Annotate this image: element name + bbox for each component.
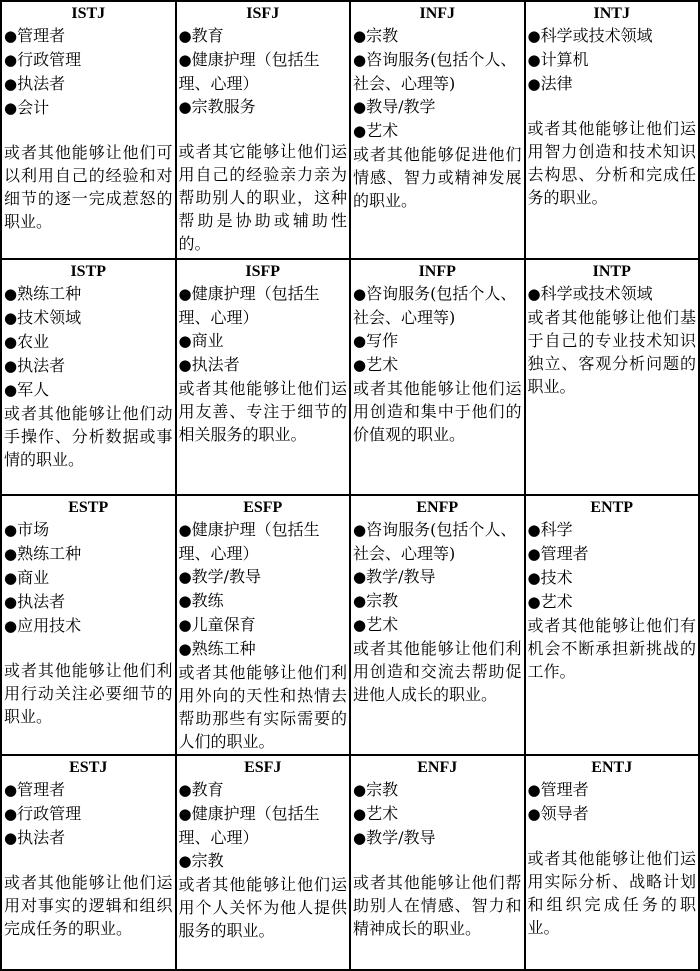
career-item <box>528 566 697 590</box>
type-title: ISFP <box>245 263 281 280</box>
type-cell-istj <box>1 1 176 259</box>
bullet-icon: ● <box>4 357 18 375</box>
career-item-label: 艺术 <box>366 615 399 634</box>
career-item <box>4 614 173 638</box>
career-item-label: 技术领域 <box>17 308 82 327</box>
career-item <box>353 565 522 589</box>
career-item <box>179 637 348 661</box>
bullet-icon: ● <box>178 852 192 870</box>
career-item <box>353 589 522 613</box>
career-item <box>528 590 697 614</box>
career-item <box>528 24 697 48</box>
bullet-icon: ● <box>527 569 541 587</box>
career-item-label: 艺术 <box>366 355 399 374</box>
career-item-label: 教学/教导 <box>366 828 436 847</box>
career-item <box>353 329 522 353</box>
career-item <box>4 590 173 614</box>
bullet-icon: ● <box>353 27 367 45</box>
career-item-label: 健康护理（包括生理、心理） <box>178 520 320 563</box>
career-item-label: 艺术 <box>366 121 399 140</box>
career-item <box>179 282 348 329</box>
career-item-label: 宗教 <box>191 851 224 870</box>
career-item-label: 计算机 <box>540 50 589 69</box>
type-title: ESTP <box>68 499 109 516</box>
type-cell-infp <box>350 259 525 495</box>
bullet-icon: ● <box>353 781 367 799</box>
career-item <box>353 24 522 48</box>
career-item-label: 咨询服务(包括个人、社会、心理等) <box>353 50 517 93</box>
career-item <box>4 72 173 96</box>
career-item-label: 执法者 <box>17 356 66 375</box>
bullet-icon: ● <box>527 285 541 303</box>
career-item <box>353 613 522 637</box>
type-cell-istp <box>1 259 176 495</box>
career-item-label: 管理者 <box>540 780 589 799</box>
career-item <box>353 95 522 119</box>
career-description: 或者其他能够让他们利用行动关注必要细节的职业。 <box>4 661 173 726</box>
career-description: 或者其他能够让他们运用智力创造和技术知识去构思、分析和完成任务的职业。 <box>527 119 696 207</box>
bullet-icon: ● <box>4 829 18 847</box>
type-title: ISFJ <box>246 5 280 22</box>
career-item-label: 咨询服务(包括个人、社会、心理等) <box>353 284 517 327</box>
career-item-label: 健康护理（包括生理、心理） <box>178 804 320 847</box>
type-cell-entj <box>525 755 700 970</box>
bullet-icon: ● <box>4 521 18 539</box>
type-cell-estj <box>1 755 176 970</box>
career-item-label: 科学或技术领域 <box>540 284 653 303</box>
bullet-icon: ● <box>353 51 367 69</box>
career-item-label: 行政管理 <box>17 804 82 823</box>
type-title: INTP <box>592 263 631 280</box>
career-item <box>179 613 348 637</box>
bullet-icon: ● <box>4 285 18 303</box>
career-item-label: 军人 <box>17 380 50 399</box>
career-item-label: 健康护理（包括生理、心理） <box>178 284 320 327</box>
type-cell-enfj <box>350 755 525 970</box>
bullet-icon: ● <box>527 51 541 69</box>
bullet-icon: ● <box>178 521 192 539</box>
bullet-icon: ● <box>178 616 192 634</box>
type-title: ESTJ <box>69 759 108 776</box>
career-item-label: 宗教 <box>366 26 399 45</box>
career-description: 或者其他能够让他们运用创造和集中于他们的价值观的职业。 <box>353 379 522 444</box>
bullet-icon: ● <box>353 521 367 539</box>
career-item <box>528 48 697 72</box>
career-item <box>4 518 173 542</box>
bullet-icon: ● <box>353 616 367 634</box>
career-item <box>353 282 522 329</box>
type-title: INFP <box>418 263 456 280</box>
bullet-icon: ● <box>178 98 192 116</box>
bullet-icon: ● <box>527 521 541 539</box>
career-item-label: 儿童保育 <box>191 615 256 634</box>
bullet-icon: ● <box>353 568 367 586</box>
career-item <box>353 826 522 850</box>
career-item-label: 教育 <box>191 780 224 799</box>
career-description: 或者其他能够促进他们情感、智力或精神发展的职业。 <box>353 145 522 210</box>
career-item-label: 科学 <box>540 520 573 539</box>
career-item <box>353 48 522 95</box>
career-item-label: 技术 <box>540 568 573 587</box>
career-description: 或者其他能够让他们运用友善、专注于细节的相关服务的职业。 <box>178 379 347 444</box>
bullet-icon: ● <box>527 27 541 45</box>
career-item-label: 熟练工种 <box>17 284 82 303</box>
career-item <box>4 24 173 48</box>
career-item <box>528 518 697 542</box>
type-cell-estp <box>1 495 176 755</box>
bullet-icon: ● <box>4 309 18 327</box>
career-item <box>4 354 173 378</box>
table-body <box>1 1 699 970</box>
career-item-label: 健康护理（包括生理、心理） <box>178 50 320 93</box>
type-title: ENTJ <box>591 759 633 776</box>
bullet-icon: ● <box>4 781 18 799</box>
bullet-icon: ● <box>353 122 367 140</box>
bullet-icon: ● <box>353 592 367 610</box>
type-cell-isfp <box>176 259 351 495</box>
table-row <box>1 259 699 495</box>
career-item <box>353 802 522 826</box>
career-item-label: 熟练工种 <box>17 544 82 563</box>
bullet-icon: ● <box>4 617 18 635</box>
career-item-label: 执法者 <box>17 74 66 93</box>
career-item-label: 教学/教导 <box>191 567 261 586</box>
career-item <box>4 826 173 850</box>
career-item-label: 执法者 <box>17 828 66 847</box>
career-item-label: 教导/教学 <box>366 97 436 116</box>
career-description: 或者其他能够让他们运用个人关怀为他人提供服务的职业。 <box>178 875 347 940</box>
career-item-label: 领导者 <box>540 804 589 823</box>
type-cell-isfj <box>176 1 351 259</box>
career-description: 或者其他能够让他们运用实际分析、战略计划和组织完成任务的职业。 <box>527 849 696 937</box>
bullet-icon: ● <box>4 51 18 69</box>
type-title: ISTP <box>70 263 107 280</box>
type-title: INTJ <box>593 5 630 22</box>
career-description: 或者其他能够让他们利用外向的天性和热情去帮助那些有实际需要的人们的职业。 <box>178 663 347 751</box>
career-item <box>179 778 348 802</box>
type-title: ESFP <box>243 499 283 516</box>
career-description: 或者其它能够让他们运用自己的经验亲力亲为帮助别人的职业，这种帮助是协助或辅助性的。 <box>178 142 347 253</box>
table-row <box>1 495 699 755</box>
career-item <box>528 802 697 826</box>
career-item <box>179 48 348 95</box>
career-item-label: 农业 <box>17 332 50 351</box>
bullet-icon: ● <box>178 27 192 45</box>
type-cell-intj <box>525 1 700 259</box>
bullet-icon: ● <box>4 545 18 563</box>
career-description: 或者其他能够让他们基于自己的专业技术知识独立、客观分析问题的职业。 <box>527 308 696 396</box>
career-item <box>179 24 348 48</box>
career-item <box>4 306 173 330</box>
career-item-label: 教育 <box>191 26 224 45</box>
bullet-icon: ● <box>178 568 192 586</box>
career-item-label: 艺术 <box>540 592 573 611</box>
bullet-icon: ● <box>4 27 18 45</box>
career-item <box>179 353 348 377</box>
career-item-label: 教练 <box>191 591 224 610</box>
type-cell-entp <box>525 495 700 755</box>
career-item <box>4 566 173 590</box>
career-description: 或者其他能够让他们动手操作、分析数据或事情的职业。 <box>4 404 173 469</box>
career-item <box>179 849 348 873</box>
career-item <box>353 518 522 565</box>
career-item <box>528 542 697 566</box>
bullet-icon: ● <box>353 285 367 303</box>
bullet-icon: ● <box>353 98 367 116</box>
type-title: ISTJ <box>71 5 106 22</box>
career-description: 或者其他能够让他们可以利用自己的经验和对细节的逐一完成惹怒的职业。 <box>4 143 173 231</box>
type-title: ENFJ <box>417 759 458 776</box>
career-description: 或者其他能够让他们运用对事实的逻辑和组织完成任务的职业。 <box>4 873 173 938</box>
career-item <box>179 589 348 613</box>
bullet-icon: ● <box>4 593 18 611</box>
career-item-label: 咨询服务(包括个人、社会、心理等) <box>353 520 517 563</box>
career-item <box>4 48 173 72</box>
career-item-label: 宗教 <box>366 591 399 610</box>
career-item <box>179 518 348 565</box>
career-item-label: 行政管理 <box>17 50 82 69</box>
bullet-icon: ● <box>178 592 192 610</box>
career-item-label: 宗教服务 <box>191 97 256 116</box>
career-item-label: 教学/教导 <box>366 567 436 586</box>
bullet-icon: ● <box>4 333 18 351</box>
bullet-icon: ● <box>527 593 541 611</box>
career-item-label: 宗教 <box>366 780 399 799</box>
career-item <box>353 353 522 377</box>
bullet-icon: ● <box>178 356 192 374</box>
bullet-icon: ● <box>527 805 541 823</box>
bullet-icon: ● <box>4 381 18 399</box>
career-item-label: 应用技术 <box>17 616 82 635</box>
bullet-icon: ● <box>4 805 18 823</box>
career-description: 或者其他能够让他们利用创造和交流去帮助促进他人成长的职业。 <box>353 639 522 704</box>
table-row <box>1 1 699 259</box>
career-item-label: 商业 <box>191 331 224 350</box>
type-cell-intp <box>525 259 700 495</box>
career-item-label: 管理者 <box>17 26 66 45</box>
career-item <box>4 378 173 402</box>
career-item <box>353 119 522 143</box>
bullet-icon: ● <box>527 545 541 563</box>
bullet-icon: ● <box>178 332 192 350</box>
bullet-icon: ● <box>353 356 367 374</box>
bullet-icon: ● <box>4 99 18 117</box>
career-item <box>4 330 173 354</box>
bullet-icon: ● <box>527 781 541 799</box>
bullet-icon: ● <box>353 805 367 823</box>
career-item-label: 艺术 <box>366 804 399 823</box>
career-item <box>4 282 173 306</box>
bullet-icon: ● <box>178 781 192 799</box>
career-item-label: 执法者 <box>17 592 66 611</box>
career-item-label: 熟练工种 <box>191 639 256 658</box>
type-cell-esfj <box>176 755 351 970</box>
bullet-icon: ● <box>178 640 192 658</box>
career-item-label: 商业 <box>17 568 50 587</box>
career-item-label: 管理者 <box>540 544 589 563</box>
career-item <box>4 542 173 566</box>
career-item <box>528 282 697 306</box>
career-item-label: 会计 <box>17 98 50 117</box>
career-item-label: 法律 <box>540 74 573 93</box>
career-item <box>4 778 173 802</box>
type-cell-esfp <box>176 495 351 755</box>
career-item <box>4 96 173 120</box>
bullet-icon: ● <box>178 805 192 823</box>
type-title: ENTP <box>590 499 634 516</box>
career-item-label: 科学或技术领域 <box>540 26 653 45</box>
bullet-icon: ● <box>353 829 367 847</box>
type-title: ESFJ <box>244 759 282 776</box>
career-item <box>179 95 348 119</box>
career-item <box>179 329 348 353</box>
career-item <box>179 802 348 849</box>
career-item <box>179 565 348 589</box>
bullet-icon: ● <box>178 51 192 69</box>
bullet-icon: ● <box>353 332 367 350</box>
career-item <box>528 72 697 96</box>
career-description: 或者其他能够让他们有机会不断承担新挑战的工作。 <box>527 616 696 681</box>
type-title: ENFP <box>416 499 459 516</box>
type-cell-enfp <box>350 495 525 755</box>
table-row <box>1 755 699 970</box>
bullet-icon: ● <box>4 569 18 587</box>
career-item-label: 写作 <box>366 331 399 350</box>
type-title: INFJ <box>419 5 456 22</box>
career-item <box>4 802 173 826</box>
bullet-icon: ● <box>178 285 192 303</box>
career-description: 或者其他能够让他们帮助别人在情感、智力和精神成长的职业。 <box>353 873 522 938</box>
type-cell-infj <box>350 1 525 259</box>
bullet-icon: ● <box>527 75 541 93</box>
career-item-label: 执法者 <box>191 355 240 374</box>
career-item <box>353 778 522 802</box>
career-item-label: 管理者 <box>17 780 66 799</box>
career-item-label: 市场 <box>17 520 50 539</box>
career-item <box>528 778 697 802</box>
bullet-icon: ● <box>4 75 18 93</box>
